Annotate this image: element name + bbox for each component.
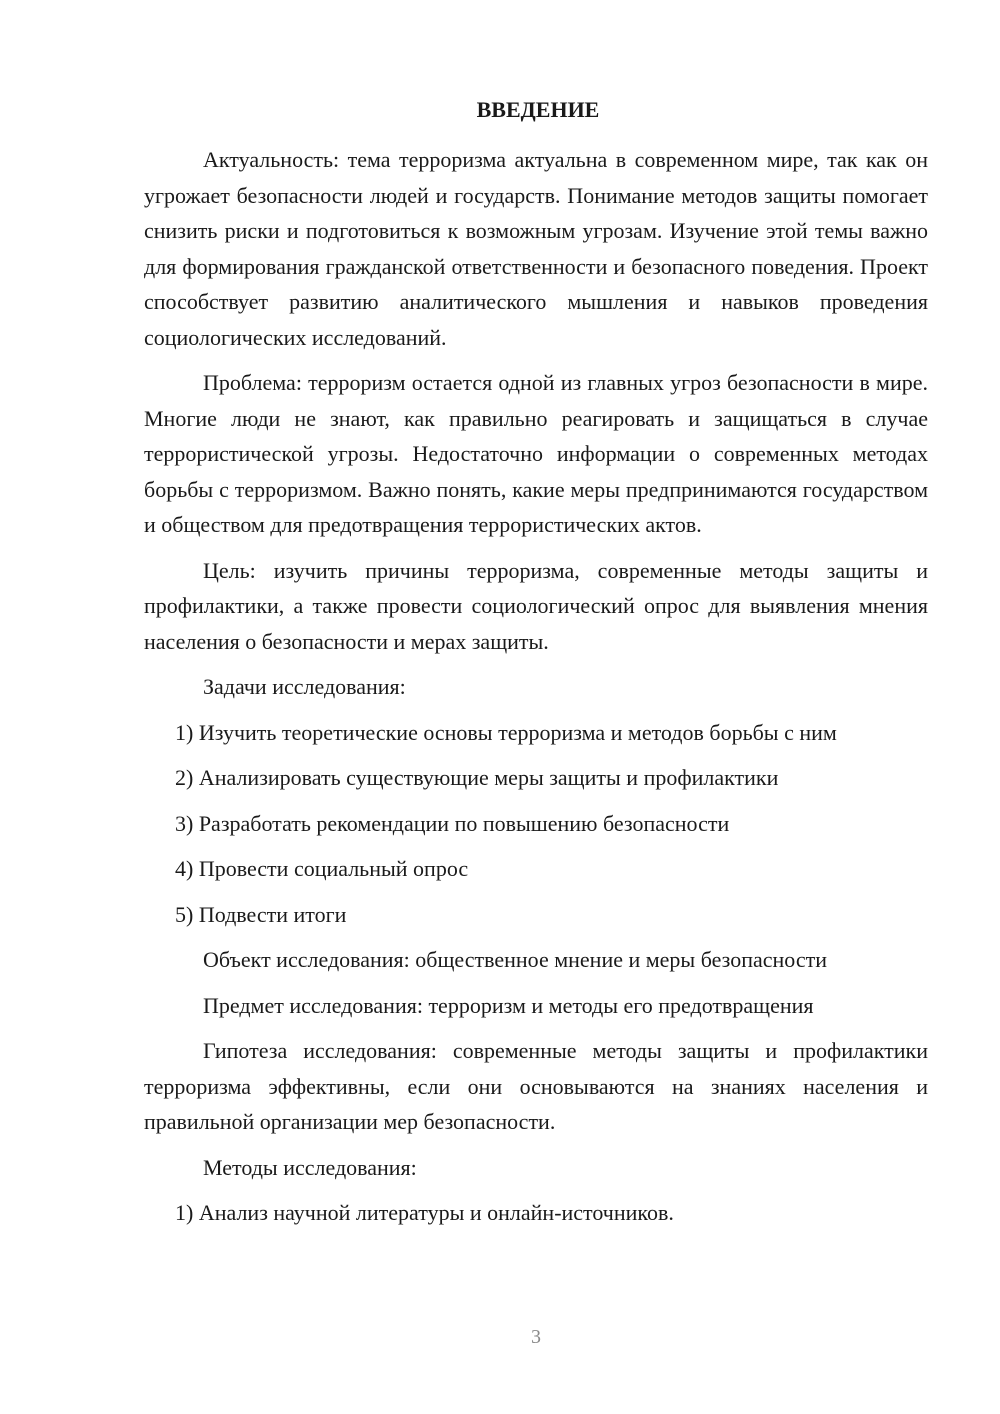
document-page xyxy=(144,94,928,1241)
page-number: 3 xyxy=(531,1326,541,1348)
task-item-4: 4) Провести социальный опрос xyxy=(175,856,469,881)
problem-paragraph: Проблема: терроризм остается одной из главных угроз безопасности в мире. Многие люди не знают, как правильно реагировать и защищаться в случае террористической угрозы. Недостаточно информации о современных методах борьбы с терроризмом. Важно понять, какие меры предпринимаются государством и обществом для предотвращения террористических актов. xyxy=(144,370,928,537)
research-subject: Предмет исследования: терроризм и методы его предотвращения xyxy=(203,992,814,1018)
research-object: Объект исследования: общественное мнение и меры безопасности xyxy=(203,947,827,972)
document-title: ВВЕДЕНИЕ xyxy=(476,97,600,122)
goal-paragraph: Цель: изучить причины терроризма, современные методы защиты и профилактики, а также провести социологический опрос для выявления мнения населения о безопасности и мерах защиты. xyxy=(144,557,928,654)
task-item-5: 5) Подвести итоги xyxy=(175,901,347,927)
task-item-2: 2) Анализировать существующие меры защиты и профилактики xyxy=(175,765,779,790)
task-item-1: 1) Изучить теоретические основы терроризма и методов борьбы с ним xyxy=(175,719,837,745)
hypothesis-paragraph: Гипотеза исследования: современные методы защиты и профилактики терроризма эффективны, если они основываются на знаниях населения и правильной организации мер безопасности. xyxy=(144,1038,928,1134)
relevance-paragraph: Актуальность: тема терроризма актуальна в современном мире, так как он угрожает безопасности людей и государств. Понимание методов защиты помогает снизить риски и подготовиться к возможным угрозам. Изучение этой темы важно для формирования гражданской ответственности и безопасного поведения. Проект способствует развитию аналитического мышления и навыков проведения социологических исследований. xyxy=(144,147,928,350)
task-item-3: 3) Разработать рекомендации по повышению безопасности xyxy=(175,810,730,836)
tasks-heading: Задачи исследования: xyxy=(203,674,406,699)
methods-heading: Методы исследования: xyxy=(203,1154,417,1180)
method-item-1: 1) Анализ научной литературы и онлайн-источников. xyxy=(175,1200,674,1225)
